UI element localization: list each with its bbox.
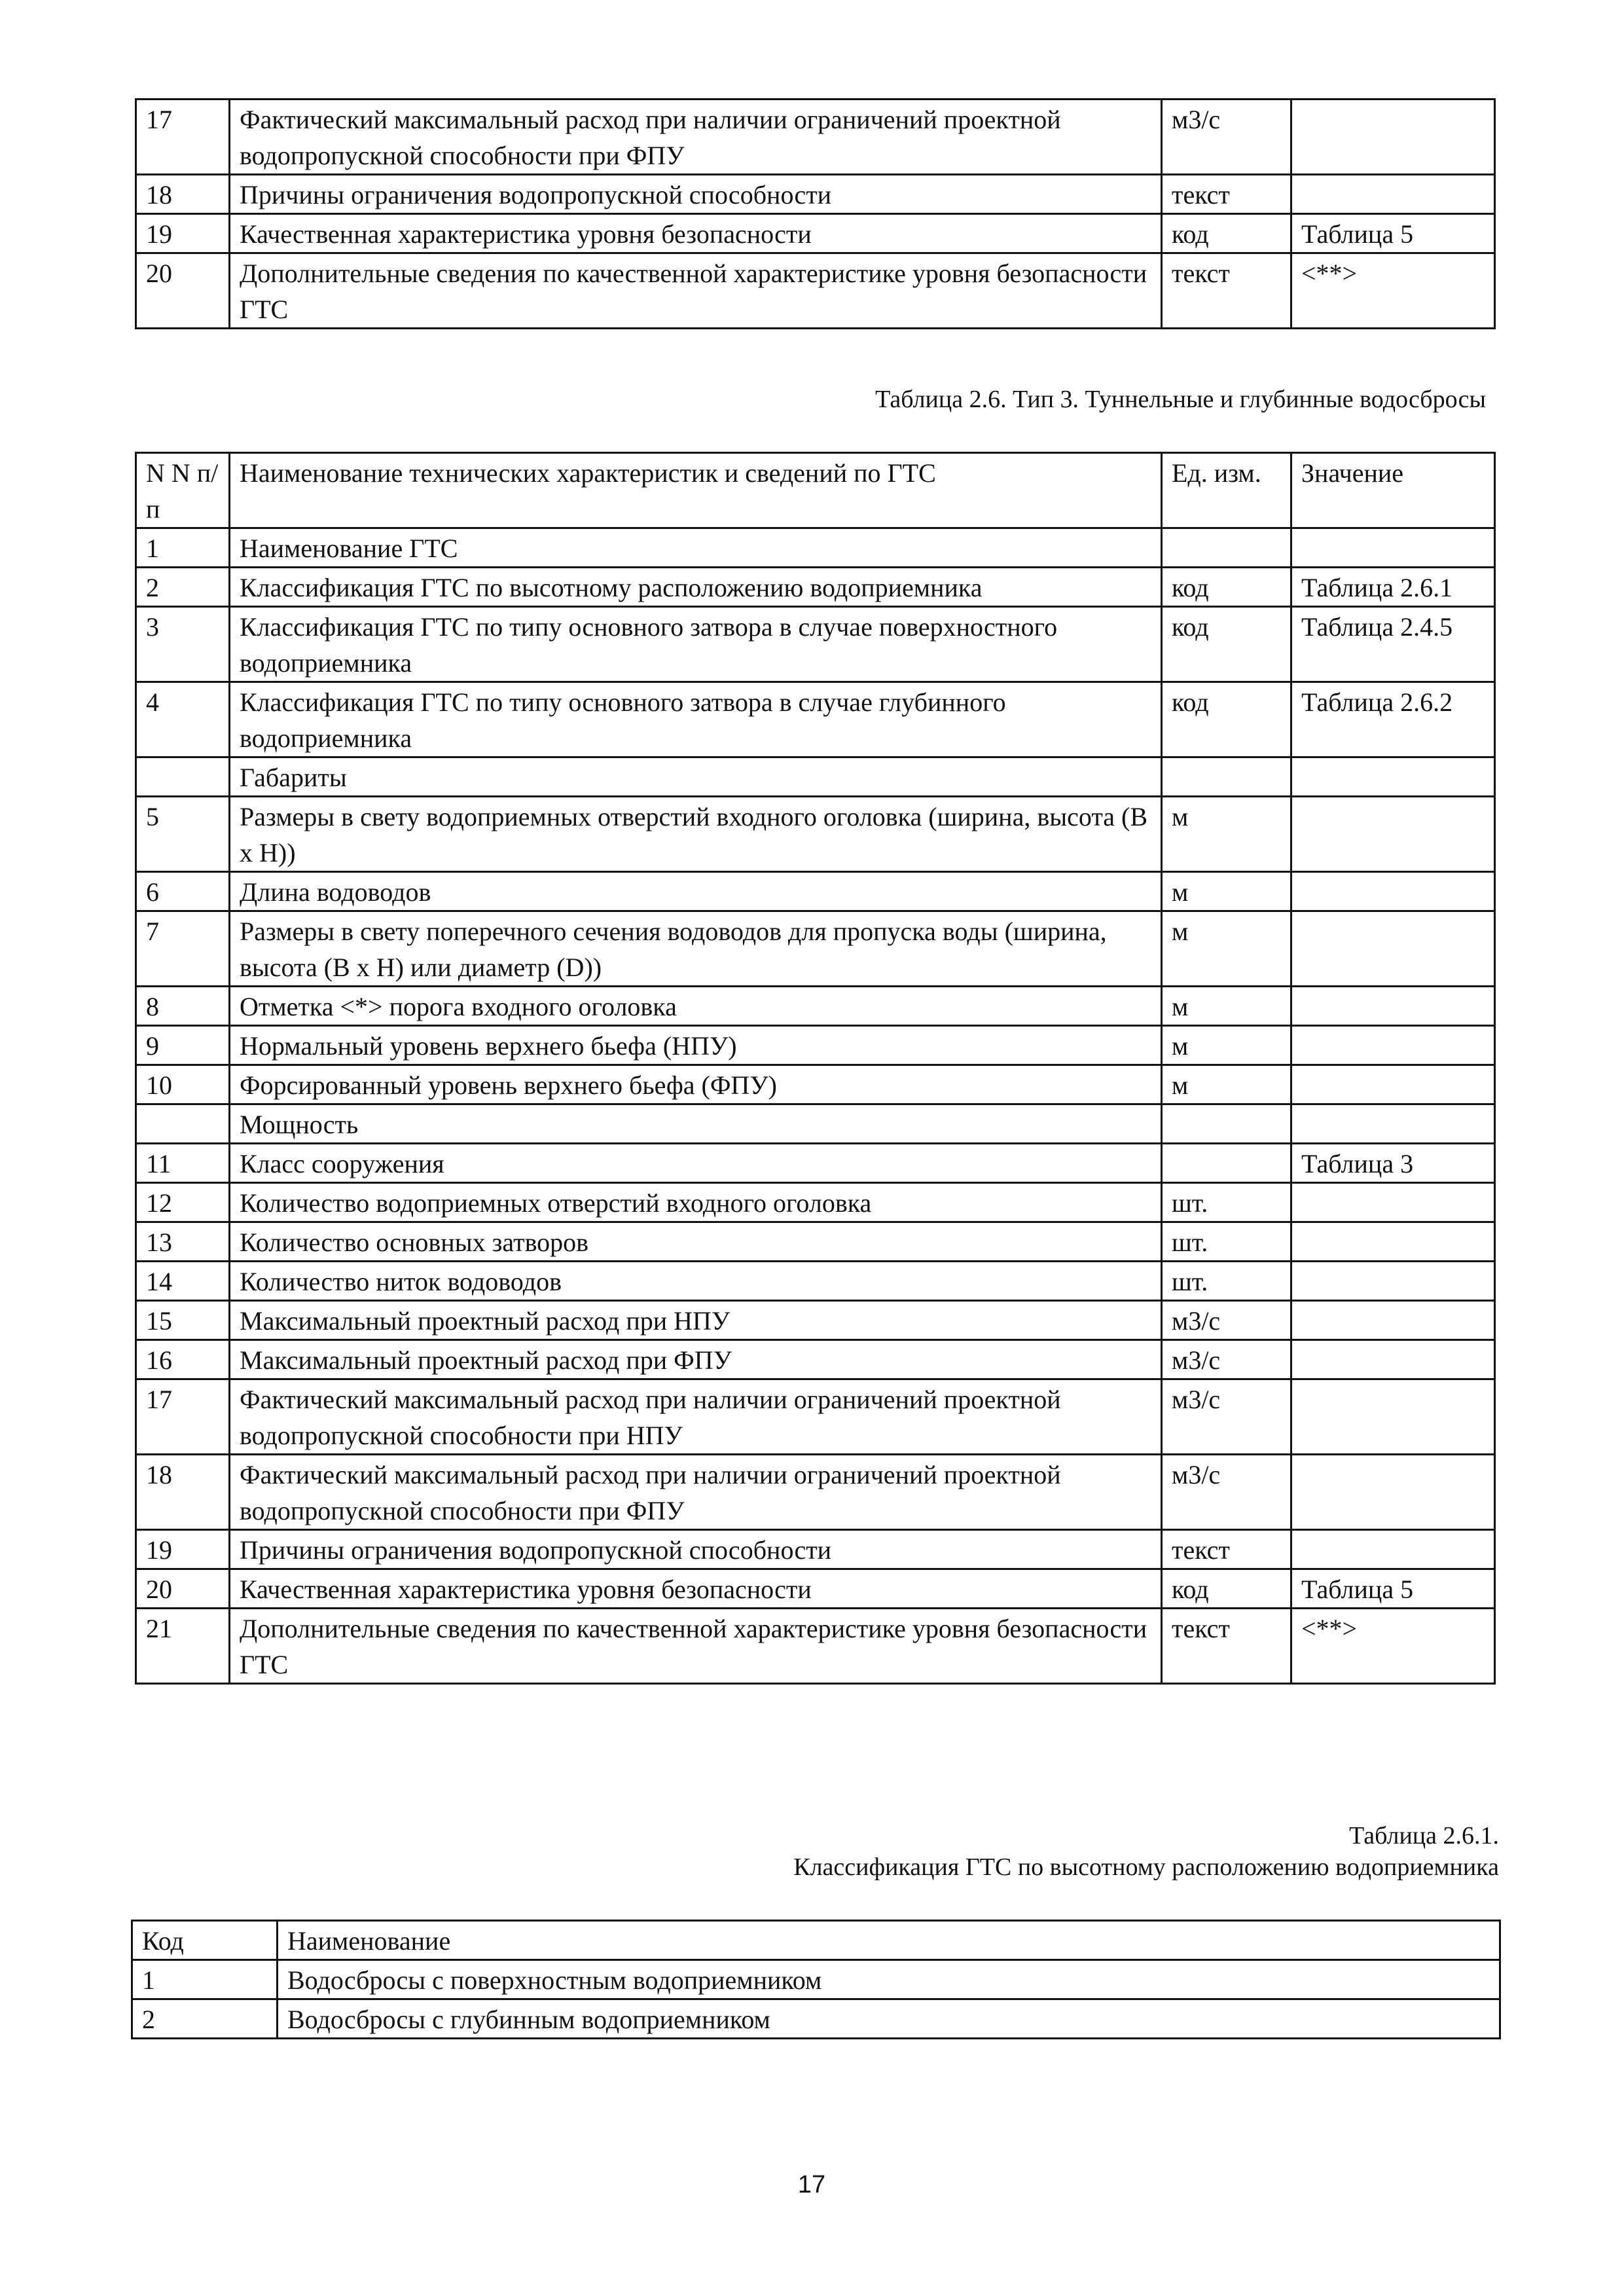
cell-unit: текст <box>1162 175 1291 214</box>
cell-unit: м3/с <box>1162 1340 1291 1379</box>
cell-num: 3 <box>136 607 230 682</box>
cell-unit <box>1162 1144 1291 1183</box>
table-2-6-caption: Таблица 2.6. Тип 3. Туннельные и глубинные водосбросы <box>875 386 1486 413</box>
cell-num: 9 <box>136 1026 230 1065</box>
cell-unit: м <box>1162 987 1291 1026</box>
cell-unit <box>1162 528 1291 568</box>
cell-unit: шт. <box>1162 1183 1291 1222</box>
header-value: Значение <box>1291 453 1495 528</box>
table-row <box>136 757 1495 797</box>
cell-value <box>1291 911 1495 987</box>
cell-value <box>1291 1340 1495 1379</box>
table-row <box>136 528 1495 568</box>
cell-unit: текст <box>1162 1530 1291 1569</box>
cell-value <box>1291 1104 1495 1144</box>
cell-num: 10 <box>136 1065 230 1104</box>
cell-unit: текст <box>1162 253 1291 329</box>
table-row <box>136 987 1495 1026</box>
cell-name: Количество ниток водоводов <box>230 1262 1162 1301</box>
cell-value <box>1291 797 1495 872</box>
table-row <box>136 607 1495 682</box>
cell-num: 4 <box>136 682 230 757</box>
cell-value: Таблица 2.6.1 <box>1291 568 1495 607</box>
table-row <box>136 253 1495 329</box>
cell-unit: м3/с <box>1162 1455 1291 1530</box>
cell-name: Форсированный уровень верхнего бьефа (ФПУ) <box>230 1065 1162 1104</box>
table-row <box>136 797 1495 872</box>
cell-unit: м <box>1162 1026 1291 1065</box>
cell-value <box>1291 100 1495 175</box>
cell-name: Количество водоприемных отверстий входного оголовка <box>230 1183 1162 1222</box>
cell-value <box>1291 1455 1495 1530</box>
page-number: 17 <box>797 2171 826 2198</box>
table-row <box>136 682 1495 757</box>
cell-name: Количество основных затворов <box>230 1222 1162 1262</box>
cell-name: Качественная характеристика уровня безопасности <box>230 214 1162 253</box>
table-row <box>136 911 1495 987</box>
cell-value <box>1291 1262 1495 1301</box>
cell-value <box>1291 1183 1495 1222</box>
cell-unit: код <box>1162 214 1291 253</box>
cell-unit: текст <box>1162 1609 1291 1684</box>
table-2-6-1 <box>131 1920 1501 2039</box>
cell-value <box>1291 1301 1495 1340</box>
cell-unit: шт. <box>1162 1222 1291 1262</box>
cell-unit <box>1162 1104 1291 1144</box>
cell-name: Отметка <*> порога входного оголовка <box>230 987 1162 1026</box>
cell-num: 19 <box>136 1530 230 1569</box>
cell-value <box>1291 1379 1495 1455</box>
cell-unit: м <box>1162 872 1291 911</box>
cell-unit: код <box>1162 1569 1291 1609</box>
cell-name: Водосбросы с поверхностным водоприемником <box>278 1960 1500 1999</box>
table-row <box>136 1104 1495 1144</box>
cell-num <box>136 1104 230 1144</box>
cell-name: Максимальный проектный расход при НПУ <box>230 1301 1162 1340</box>
cell-name: Размеры в свету поперечного сечения водоводов для пропуска воды (ширина, высота (B x H) или диаметр (D)) <box>230 911 1162 987</box>
cell-name: Классификация ГТС по типу основного затвора в случае поверхностного водоприемника <box>230 607 1162 682</box>
header-name: Наименование технических характеристик и сведений по ГТС <box>230 453 1162 528</box>
cell-unit: м3/с <box>1162 1301 1291 1340</box>
cell-value: Таблица 2.4.5 <box>1291 607 1495 682</box>
table-row <box>136 872 1495 911</box>
cell-num: 18 <box>136 1455 230 1530</box>
table-row <box>136 1530 1495 1569</box>
cell-name: Габариты <box>230 757 1162 797</box>
cell-value <box>1291 987 1495 1026</box>
cell-name: Фактический максимальный расход при наличии ограничений проектной водопропускной способности при ФПУ <box>230 100 1162 175</box>
cell-name: Размеры в свету водоприемных отверстий входного оголовка (ширина, высота (B x H)) <box>230 797 1162 872</box>
table-row <box>136 175 1495 214</box>
table-row <box>136 1455 1495 1530</box>
cell-num <box>136 757 230 797</box>
cell-num: 2 <box>136 568 230 607</box>
cell-value <box>1291 1222 1495 1262</box>
table-row <box>136 1183 1495 1222</box>
cell-num: 18 <box>136 175 230 214</box>
cell-value <box>1291 757 1495 797</box>
header-unit: Ед. изм. <box>1162 453 1291 528</box>
cell-unit: код <box>1162 682 1291 757</box>
cell-unit: м <box>1162 797 1291 872</box>
table-row <box>136 1340 1495 1379</box>
cell-value <box>1291 175 1495 214</box>
cell-name: Причины ограничения водопропускной способности <box>230 1530 1162 1569</box>
table-header-row <box>136 453 1495 528</box>
cell-unit <box>1162 757 1291 797</box>
cell-name: Причины ограничения водопропускной способности <box>230 175 1162 214</box>
table-row <box>136 100 1495 175</box>
cell-name: Наименование ГТС <box>230 528 1162 568</box>
continued-table <box>135 98 1496 329</box>
cell-unit: м <box>1162 1065 1291 1104</box>
cell-name: Класс сооружения <box>230 1144 1162 1183</box>
cell-num: 15 <box>136 1301 230 1340</box>
table-header-row <box>132 1921 1500 1960</box>
table-row <box>132 1999 1500 2039</box>
cell-value <box>1291 1530 1495 1569</box>
cell-code: 2 <box>132 1999 278 2039</box>
cell-value: <**> <box>1291 253 1495 329</box>
table-row <box>132 1960 1500 1999</box>
cell-value <box>1291 1026 1495 1065</box>
table-row <box>136 214 1495 253</box>
table-row <box>136 1379 1495 1455</box>
cell-name: Дополнительные сведения по качественной характеристике уровня безопасности ГТС <box>230 1609 1162 1684</box>
table-2-6-1-caption-title: Таблица 2.6.1. <box>1348 1822 1499 1850</box>
table-row <box>136 1301 1495 1340</box>
cell-unit: м3/с <box>1162 1379 1291 1455</box>
cell-name: Дополнительные сведения по качественной характеристике уровня безопасности ГТС <box>230 253 1162 329</box>
cell-num: 11 <box>136 1144 230 1183</box>
cell-num: 14 <box>136 1262 230 1301</box>
cell-value <box>1291 1065 1495 1104</box>
cell-num: 16 <box>136 1340 230 1379</box>
cell-unit: шт. <box>1162 1262 1291 1301</box>
cell-value <box>1291 872 1495 911</box>
header-code: Код <box>132 1921 278 1960</box>
cell-num: 19 <box>136 214 230 253</box>
cell-name: Фактический максимальный расход при наличии ограничений проектной водопропускной способности при ФПУ <box>230 1455 1162 1530</box>
header-num: N N п/п <box>136 453 230 528</box>
cell-name: Классификация ГТС по высотному расположению водоприемника <box>230 568 1162 607</box>
cell-name: Классификация ГТС по типу основного затвора в случае глубинного водоприемника <box>230 682 1162 757</box>
table-row <box>136 1569 1495 1609</box>
cell-num: 20 <box>136 253 230 329</box>
cell-value: Таблица 3 <box>1291 1144 1495 1183</box>
cell-num: 1 <box>136 528 230 568</box>
cell-unit: код <box>1162 607 1291 682</box>
cell-num: 17 <box>136 100 230 175</box>
table-row <box>136 1222 1495 1262</box>
cell-num: 7 <box>136 911 230 987</box>
cell-num: 17 <box>136 1379 230 1455</box>
cell-value: Таблица 2.6.2 <box>1291 682 1495 757</box>
cell-name: Водосбросы с глубинным водоприемником <box>278 1999 1500 2039</box>
cell-num: 6 <box>136 872 230 911</box>
cell-num: 5 <box>136 797 230 872</box>
header-name: Наименование <box>278 1921 1500 1960</box>
table-2-6 <box>135 452 1496 1685</box>
cell-value: <**> <box>1291 1609 1495 1684</box>
cell-num: 21 <box>136 1609 230 1684</box>
table-row <box>136 568 1495 607</box>
cell-unit: код <box>1162 568 1291 607</box>
cell-name: Длина водоводов <box>230 872 1162 911</box>
cell-num: 13 <box>136 1222 230 1262</box>
table-row <box>136 1609 1495 1684</box>
cell-name: Мощность <box>230 1104 1162 1144</box>
table-row <box>136 1262 1495 1301</box>
table-row <box>136 1065 1495 1104</box>
cell-name: Максимальный проектный расход при ФПУ <box>230 1340 1162 1379</box>
cell-name: Нормальный уровень верхнего бьефа (НПУ) <box>230 1026 1162 1065</box>
cell-value: Таблица 5 <box>1291 214 1495 253</box>
cell-num: 20 <box>136 1569 230 1609</box>
table-row <box>136 1144 1495 1183</box>
cell-code: 1 <box>132 1960 278 1999</box>
cell-name: Качественная характеристика уровня безопасности <box>230 1569 1162 1609</box>
cell-num: 12 <box>136 1183 230 1222</box>
cell-unit: м3/с <box>1162 100 1291 175</box>
cell-name: Фактический максимальный расход при наличии ограничений проектной водопропускной способности при НПУ <box>230 1379 1162 1455</box>
table-2-6-1-caption-subtitle: Классификация ГТС по высотному расположению водоприемника <box>793 1853 1499 1881</box>
table-row <box>136 1026 1495 1065</box>
cell-value: Таблица 5 <box>1291 1569 1495 1609</box>
cell-num: 8 <box>136 987 230 1026</box>
cell-unit: м <box>1162 911 1291 987</box>
cell-value <box>1291 528 1495 568</box>
